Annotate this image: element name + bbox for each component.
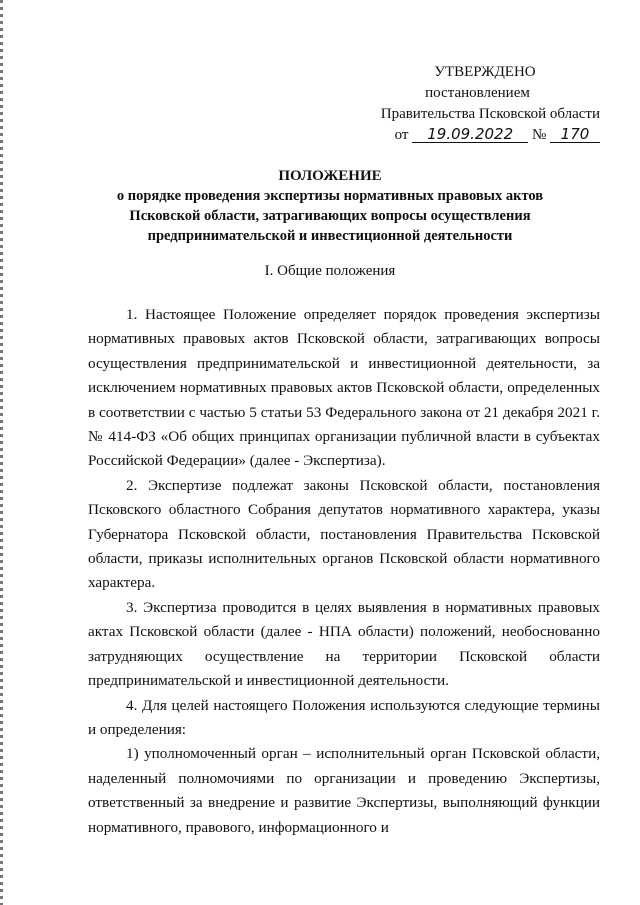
paragraph: 2. Экспертизе подлежат законы Псковской области, постановления Псковского областного Собрания депутатов нормативного характера, указы Губернатора Псковской области, постановления Правительства Псковской области, приказы исполнительных органов Псковской области нормативного характера. bbox=[88, 476, 600, 592]
paragraph: 4. Для целей настоящего Положения используются следующие термины и определения: bbox=[88, 696, 600, 738]
approval-stamp bbox=[300, 62, 600, 146]
title-line-1: о порядке проведения экспертизы нормативных правовых актов bbox=[116, 188, 544, 204]
handwritten-number: 170 bbox=[550, 126, 600, 143]
authority-label: Правительства Псковской области bbox=[380, 106, 600, 122]
handwritten-date: 19.09.2022 bbox=[412, 126, 528, 143]
title-line-2: Псковской области, затрагивающих вопросы осуществления bbox=[129, 208, 531, 224]
paragraph: 1. Настоящее Положение определяет порядок проведения экспертизы нормативных правовых актов Псковской области, затрагивающих вопросы осуществления предпринимательской и инвестиционной деятельности, за исключением нормативных правовых актов Псковской области, определенных в соответствии с частью 5 статьи 53 Федерального закона от 21 декабря 2021 г. № 414-ФЗ «Об общих принципах организации публичной власти в субъектах Российской Федерации» (далее - Экспертиза). bbox=[88, 306, 600, 470]
document-title bbox=[60, 166, 600, 246]
date-number-line bbox=[300, 125, 600, 146]
paragraph: 3. Экспертиза проводится в целях выявления в нормативных правовых актах Псковской области (далее - НПА области) положений, необоснованно затрудняющих осуществление на территории Псковской области предпринимательской и инвестиционной деятельности. bbox=[88, 598, 600, 690]
resolution-label: постановлением bbox=[425, 85, 530, 101]
title-line-3: предпринимательской и инвестиционной деятельности bbox=[147, 228, 513, 244]
number-prefix: № bbox=[531, 127, 547, 143]
scan-edge-marks bbox=[0, 0, 3, 905]
document-body bbox=[88, 303, 600, 840]
date-prefix: от bbox=[394, 127, 409, 143]
paragraph: 1) уполномоченный орган – исполнительный орган Псковской области, наделенный полномочиями по организации и проведению Экспертизы, ответственный за внедрение и развитие Экспертизы, выполняющий функции нормативного, правового, информационного и bbox=[88, 745, 600, 836]
approved-label: УТВЕРЖДЕНО bbox=[434, 64, 536, 80]
title-main: ПОЛОЖЕНИЕ bbox=[278, 168, 382, 184]
section-heading: I. Общие положения bbox=[264, 263, 396, 279]
